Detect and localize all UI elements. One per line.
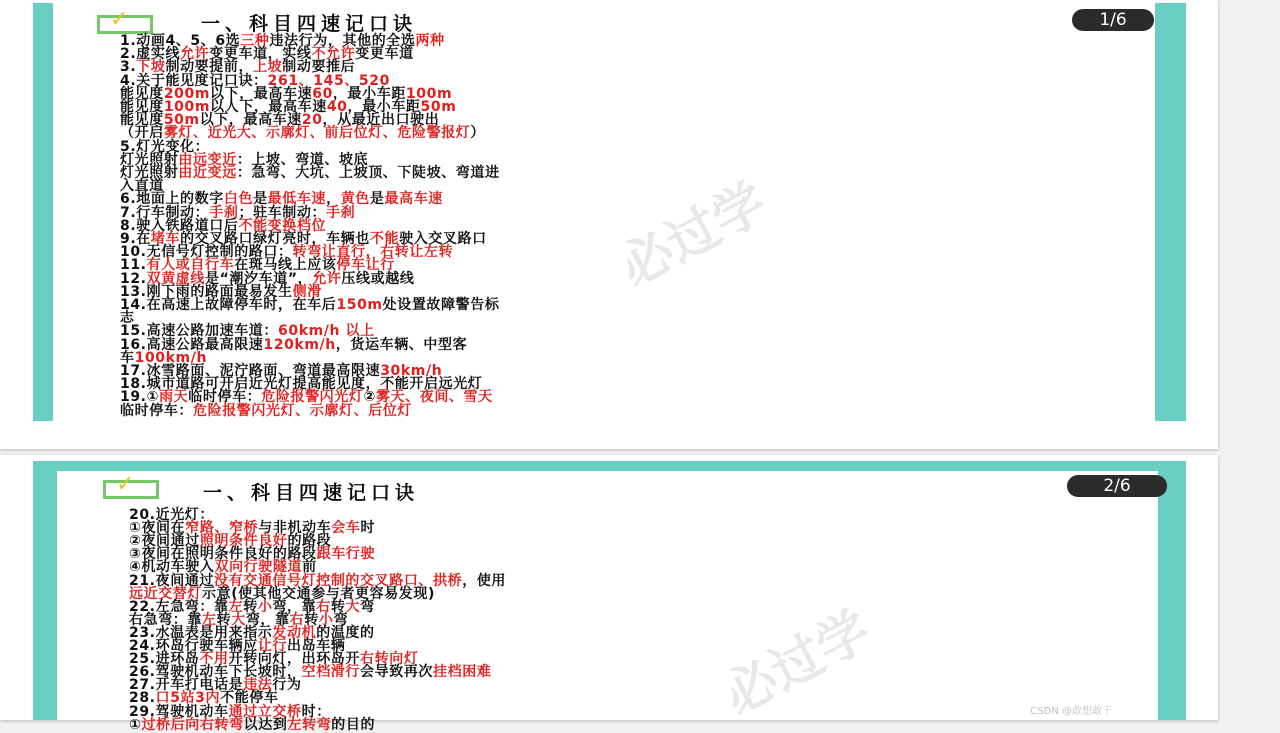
highlight-text: 转弯让直行，右转让左转 [292, 244, 454, 261]
text-segment: 制动要推后 [282, 59, 356, 76]
highlight-text: 白色 [223, 191, 254, 208]
slide-title: 一、科目四速记口诀 [203, 482, 420, 504]
highlight-text: 小 [257, 598, 273, 615]
highlight-text: 左 [202, 611, 217, 628]
text-segment: 6.地面上的数字 [120, 191, 224, 208]
text-segment: 变更车道，实线 [209, 46, 312, 63]
text-segment: 是 [253, 191, 268, 208]
highlight-text: 挂档困难 [433, 664, 492, 681]
text-segment: 右急弯：靠 [129, 611, 202, 628]
text-segment: 处设置故障警告标 [382, 297, 500, 313]
highlight-text: 口5站3内 [155, 690, 221, 707]
highlight-text: 60 [312, 85, 333, 102]
text-segment: 是 [369, 191, 385, 208]
text-segment: 12. [120, 270, 147, 287]
checkbox-icon [103, 472, 159, 499]
text-segment: 前 [302, 559, 317, 576]
highlight-text: 40 [326, 99, 348, 115]
page-indicator: 2/6 [1067, 475, 1167, 497]
text-segment: 24.环岛行驶车辆应 [129, 638, 258, 654]
text-segment: 入直道 [120, 178, 164, 195]
text-line [120, 299, 499, 312]
highlight-text: 会车 [331, 520, 361, 537]
text-segment: 以下，最高车速 [199, 112, 302, 129]
highlight-text: 三种 [240, 33, 270, 49]
highlight-text: 停车让行 [336, 257, 395, 274]
text-segment: ④机动车驶入 [129, 559, 215, 576]
text-segment: 灯光照射 [120, 165, 179, 181]
text-segment: （开启 [120, 125, 164, 142]
slide-frame [33, 3, 1186, 421]
highlight-text: 最高车速 [384, 191, 443, 208]
highlight-text: 20 [301, 112, 323, 129]
text-segment: 21.夜间通过 [129, 572, 215, 589]
highlight-text: 雨天 [159, 389, 189, 406]
text-segment: ，最小车距 [347, 99, 421, 115]
text-segment: 29.驾驶机动车 [129, 703, 229, 720]
text-segment: 转 [243, 598, 258, 615]
checkmark-icon: ✓ [110, 7, 129, 32]
highlight-text: 两种 [415, 33, 445, 49]
text-segment: 的目的 [331, 716, 376, 733]
text-segment: 开转向灯，出环岛开 [228, 651, 361, 668]
text-segment: 制动要提前， [165, 59, 254, 76]
highlight-text: 雾灯、近光大、示廓灯、前后位灯、危险警报灯 [163, 125, 471, 142]
highlight-text: 远近交替灯 [129, 585, 202, 602]
checkbox-icon [97, 7, 153, 34]
text-segment: 的交叉路口绿灯亮时，车辆也 [180, 231, 370, 247]
text-segment: 转 [216, 611, 232, 628]
highlight-text: 不能 [369, 231, 400, 247]
highlight-text: 雾天、夜间、雪天 [375, 389, 493, 406]
source-watermark: CSDN @敢想敢干 [1030, 706, 1112, 717]
text-segment: 以下，最高车速 [210, 85, 313, 102]
text-segment: 能见度 [120, 112, 164, 129]
highlight-text: 大 [345, 598, 361, 615]
text-segment: 转 [304, 611, 319, 628]
text-segment: 与非机动车 [258, 520, 332, 537]
highlight-text: 违法 [243, 677, 273, 694]
text-segment: 转 [330, 598, 346, 615]
highlight-text: 120km/h [263, 336, 336, 353]
highlight-text: 过桥后向右转弯 [141, 716, 244, 733]
highlight-text: 不能变换档位 [238, 217, 327, 234]
highlight-text: 由近变远 [178, 165, 237, 181]
text-segment: 行为 [272, 677, 302, 694]
text-segment: 时 [360, 520, 376, 537]
highlight-text: 通过立交桥 [228, 703, 302, 720]
text-segment: 16.高速公路最高限速 [120, 336, 264, 353]
text-segment: 的温度的 [316, 624, 375, 641]
text-segment: 27.开车打电话是 [129, 677, 244, 694]
text-segment: ：急弯、大坑、上坡顶、下陡坡、弯道进 [236, 165, 500, 181]
highlight-text: 不用 [199, 651, 229, 668]
slide-content [53, 3, 1155, 421]
slide-content [57, 471, 1158, 733]
text-segment: ②夜间通过 [129, 533, 200, 550]
highlight-text: 跟车行驶 [316, 546, 376, 563]
text-segment: ：上坡、弯道、坡底 [236, 151, 369, 168]
highlight-text: 堵车 [150, 231, 181, 247]
highlight-text: 手刹 [209, 204, 239, 221]
highlight-text: 黄色 [340, 191, 370, 208]
highlight-text: 手刹 [326, 204, 356, 221]
slide-title: 一、科目四速记口诀 [201, 13, 418, 35]
text-segment: 会导致再次 [360, 664, 434, 681]
highlight-text: 100km/h [134, 349, 208, 366]
text-segment: 9.在 [120, 231, 151, 247]
text-segment: 7.行车制动： [120, 204, 210, 221]
text-segment: 压线或越线 [341, 270, 415, 287]
text-segment: 临时停车： [188, 389, 262, 406]
highlight-text: 右 [316, 598, 331, 615]
text-segment: 时： [301, 703, 331, 720]
highlight-text: 有人或自行车 [146, 257, 235, 274]
text-segment: 3. [120, 59, 137, 76]
highlight-text: 双黄虚线 [146, 270, 206, 287]
highlight-text: 双向行驶隧道 [214, 559, 303, 576]
text-segment: 15.高速公路加速车道： [120, 323, 279, 340]
text-segment: ，货运车辆、中型客 [335, 336, 468, 353]
text-segment: 驶入交叉路口 [399, 231, 487, 247]
page-indicator: 1/6 [1072, 9, 1154, 31]
text-segment: 出岛车辆 [287, 638, 346, 654]
text-segment: 23.水温表是用来指示 [129, 624, 273, 641]
slide-pane-2 [0, 455, 1218, 733]
highlight-text: 右 [289, 611, 305, 628]
text-segment: 以达到 [243, 716, 288, 733]
text-segment: 弯，靠 [245, 611, 290, 628]
highlight-text: 危险报警闪光灯、示廓灯、后位灯 [193, 402, 412, 419]
text-segment: 弯，靠 [272, 598, 317, 615]
text-segment: ① [129, 716, 142, 733]
text-segment: ，使用 [462, 572, 507, 589]
highlight-text: 允许 [312, 270, 342, 287]
slide-frame [33, 461, 1186, 733]
highlight-text: 60km/h 以上 [278, 323, 375, 340]
text-segment: 2.虚实线 [120, 46, 181, 63]
highlight-text: 200m [163, 85, 211, 102]
highlight-text: 没有交通信号灯控制的交叉路口、拱桥 [214, 572, 463, 589]
text-segment: 临时停车： [120, 402, 193, 419]
highlight-text: 危险报警闪光灯 [261, 389, 364, 406]
text-segment: ， [326, 191, 341, 208]
text-segment: ；驻车制动： [238, 204, 327, 221]
text-segment: 25.进环岛 [129, 651, 200, 668]
text-segment: 11. [120, 257, 147, 274]
text-segment: 能见度 [120, 99, 164, 115]
highlight-text: 照明条件良好 [199, 533, 288, 550]
highlight-text: 100m [163, 99, 211, 115]
highlight-text: 窄路、窄桥 [185, 520, 259, 537]
text-segment: 是“潮汐车道”， [205, 270, 313, 287]
text-segment: 示意(使其他交通参与者更容易发现) [202, 585, 435, 602]
highlight-text: 30km/h [380, 363, 443, 379]
highlight-text: 让行 [257, 638, 288, 654]
text-segment: 5.灯光变化： [120, 138, 210, 155]
text-segment: 19.① [120, 389, 160, 406]
highlight-text: 100m [405, 85, 453, 102]
highlight-text: 上坡 [253, 59, 283, 76]
highlight-text: 大 [231, 611, 246, 628]
text-line [120, 402, 412, 419]
highlight-text: 261、145、520 [267, 72, 390, 89]
highlight-text: 右转向灯 [360, 651, 419, 668]
text-segment: 14.在高速上故障停车时，在车后 [120, 297, 337, 313]
text-segment: ，最小车距 [332, 85, 406, 102]
text-segment: 变更车道 [355, 46, 414, 63]
highlight-text: 150m [336, 297, 383, 313]
highlight-text: 空档滑行 [301, 664, 361, 681]
highlight-text: 最低车速 [267, 191, 327, 208]
text-segment: 18.城市道路可开启近光灯提高能见度，不能开启远光灯 [120, 376, 483, 393]
highlight-text: 左 [228, 598, 244, 615]
text-segment: 能见度 [120, 85, 164, 102]
text-segment: 28. [129, 690, 156, 707]
text-segment: ） [470, 125, 486, 142]
text-segment: 志 [120, 310, 135, 327]
text-segment: 弯 [333, 611, 349, 628]
text-segment: 4.关于能见度记口诀： [120, 72, 268, 89]
text-segment: 违法行为，其他的全选 [269, 33, 416, 49]
text-segment: ③夜间在照明条件良好的路段 [129, 546, 317, 563]
text-segment: 13.刚下雨的路面最易发生 [120, 283, 293, 300]
text-segment: ② [363, 389, 376, 406]
text-segment: 以人下，最高车速 [210, 99, 327, 115]
highlight-text: 侧滑 [292, 283, 322, 300]
highlight-text: 允许 [180, 46, 210, 63]
text-segment: ，从最近出口驶出 [322, 112, 440, 129]
text-segment: 灯光照射 [120, 151, 179, 168]
text-line [129, 716, 376, 733]
text-segment: 不能停车 [220, 690, 279, 707]
text-segment: 1.动画4、5、6选 [120, 33, 241, 49]
text-segment: 在斑马线上应该 [234, 257, 337, 274]
highlight-text: 50m [420, 99, 457, 115]
text-segment: ①夜间在 [129, 520, 186, 537]
text-segment: 20.近光灯： [129, 507, 215, 523]
text-segment: 10.无信号灯控制的路口： [120, 244, 293, 261]
highlight-text: 发动机 [272, 624, 317, 641]
highlight-text: 下坡 [136, 59, 166, 76]
highlight-text: 不允许 [311, 46, 356, 63]
text-segment: 17.冰雪路面、泥泞路面、弯道最高限速 [120, 363, 381, 379]
text-segment: 26.驾驶机动车下长坡时， [129, 664, 302, 681]
highlight-text: 50m [163, 112, 200, 129]
text-segment: 8.驶入铁路道口后 [120, 217, 239, 234]
highlight-text: 小 [318, 611, 334, 628]
highlight-text: 左转弯 [287, 716, 332, 733]
watermark: 必过学 [714, 600, 881, 727]
checkmark-icon: ✓ [116, 472, 135, 497]
text-segment: 的路段 [287, 533, 332, 550]
text-segment: 车 [120, 349, 135, 366]
highlight-text: 由远变近 [178, 151, 237, 168]
text-line [120, 167, 500, 180]
watermark: 必过学 [610, 172, 777, 299]
text-segment: 弯 [360, 598, 375, 615]
text-segment: 22.左急弯：靠 [129, 598, 229, 615]
